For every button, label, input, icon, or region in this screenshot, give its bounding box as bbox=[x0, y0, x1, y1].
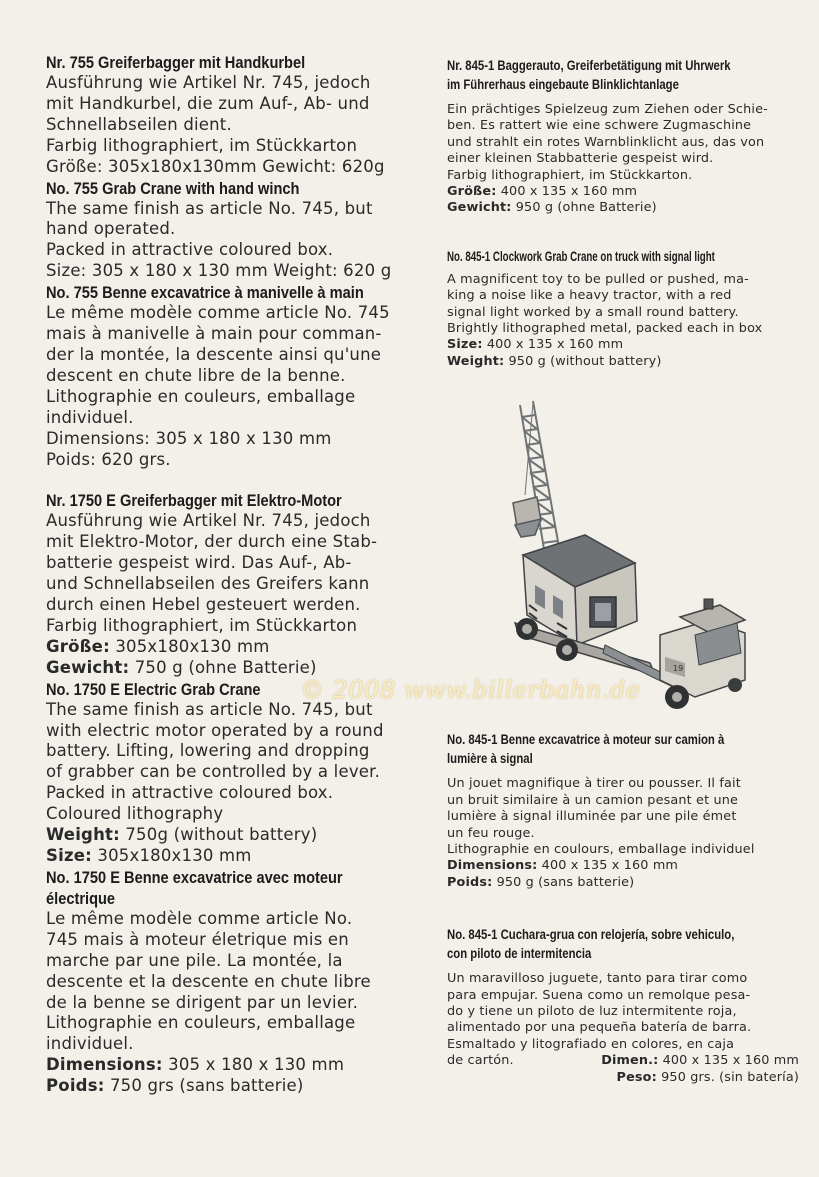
spec-line bbox=[447, 200, 799, 216]
text-line: Size: 305 x 180 x 130 mm Weight: 620 g bbox=[46, 261, 392, 281]
text-line: The same finish as article No. 745, but bbox=[46, 198, 373, 218]
spec-right bbox=[601, 1053, 799, 1069]
text-line: Ausführung wie Artikel Nr. 745, jedoch bbox=[46, 511, 371, 531]
spec-value: 305x180x130 mm bbox=[109, 636, 270, 656]
text-line: und strahlt ein rotes Warnblinklicht aus, das von bbox=[447, 134, 765, 150]
text-line: The same finish as article No. 745, but bbox=[46, 699, 373, 719]
text-line: lumière à signal illuminée par une pile émet bbox=[447, 809, 737, 825]
text-line: Ein prächtiges Spielzeug zum Ziehen oder Schie- bbox=[447, 102, 768, 117]
heading-845-fr-2: lumière à signal bbox=[447, 751, 533, 767]
spec-label: Größe: bbox=[46, 636, 110, 656]
text-line: signal light worked by a small round battery. bbox=[447, 304, 739, 320]
spec-line bbox=[46, 637, 400, 658]
text-line: batterie gespeist wird. Das Auf-, Ab- bbox=[46, 553, 352, 573]
text-line: Farbig lithographiert, im Stückkarton bbox=[46, 135, 358, 155]
text-line: battery. Lifting, lowering and dropping bbox=[46, 741, 370, 761]
text-line: der la montée, la descente ainsi qu'une bbox=[46, 344, 382, 364]
watermark: © 2008 www.billerbahn.de bbox=[300, 676, 641, 704]
spec-label: Dimensions: bbox=[447, 858, 538, 874]
heading-1750-de: Nr. 1750 E Greiferbagger mit Elektro-Motor bbox=[46, 491, 342, 511]
text-line: Le même modèle comme article No. bbox=[46, 908, 353, 928]
text-line: un bruit similaire à un camion pesant et une bbox=[447, 792, 738, 808]
text-line: ben. Es rattert wie eine schwere Zugmaschine bbox=[447, 118, 752, 134]
text-line: mit Elektro-Motor, der durch eine Stab- bbox=[46, 532, 378, 552]
spec-value: 950 g (ohne Batterie) bbox=[511, 200, 657, 216]
text-line: Größe: 305x180x130mm Gewicht: 620g bbox=[46, 156, 385, 176]
text-line: 745 mais à moteur életrique mis en bbox=[46, 929, 349, 949]
heading-text: No. 1750 E Benne excavatrice avec moteur électrique bbox=[46, 867, 343, 908]
crane-truck-illustration bbox=[505, 395, 775, 720]
text-line: mais à manivelle à main pour comman- bbox=[46, 324, 382, 344]
text-line: Farbig lithographiert, im Stückkarton bbox=[46, 615, 358, 635]
text-line: Lithographie en coulours, emballage individuel bbox=[447, 841, 755, 857]
spec-value: 400 x 135 x 160 mm bbox=[537, 858, 679, 874]
spec-value: 750 g (ohne Batterie) bbox=[129, 657, 317, 677]
text-line: individuel. bbox=[46, 1034, 134, 1054]
text-line: Brightly lithographed metal, packed each in box bbox=[447, 321, 763, 337]
spec-label: Gewicht: bbox=[447, 200, 512, 216]
spec-label: Gewicht: bbox=[46, 657, 130, 677]
spec-line bbox=[46, 846, 400, 867]
spacer bbox=[447, 891, 799, 925]
text-line: Dimensions: 305 x 180 x 130 mm bbox=[46, 428, 332, 448]
heading-1750-fr bbox=[46, 867, 400, 909]
spacer bbox=[447, 768, 799, 776]
text-line: de la benne se dirigent par un levier. bbox=[46, 992, 359, 1012]
spec-label: Size: bbox=[46, 846, 92, 865]
heading-1750-en: No. 1750 E Electric Grab Crane bbox=[46, 679, 261, 699]
heading-845-es-1: No. 845-1 Cuchara-grua con relojería, sobre vehiculo, bbox=[447, 927, 735, 943]
spec-line bbox=[447, 184, 799, 200]
spec-line bbox=[46, 1055, 400, 1076]
spec-value: 400 x 135 x 160 mm bbox=[482, 337, 624, 353]
spec-label: Weight: bbox=[46, 825, 120, 845]
section-845-es bbox=[447, 925, 799, 1086]
section-845-de bbox=[447, 56, 799, 217]
text-line: A magnificent toy to be pulled or pushed, ma- bbox=[447, 271, 749, 287]
heading-845-es-2: con piloto de intermitencia bbox=[447, 946, 592, 962]
text-line: with electric motor operated by a round bbox=[46, 720, 384, 740]
spec-line bbox=[447, 354, 799, 370]
spec-value: 400 x 135 x 160 mm bbox=[658, 1053, 799, 1069]
spec-value: 950 grs. (sin batería) bbox=[656, 1069, 799, 1085]
text-line: of grabber can be controlled by a lever. bbox=[46, 762, 381, 782]
text-line: Farbig lithographiert, im Stückkarton. bbox=[447, 167, 693, 183]
section-845-en bbox=[447, 247, 799, 370]
text-line: alimentado por una pequeña batería de barra. bbox=[447, 1020, 752, 1036]
text-line: Lithographie en couleurs, emballage bbox=[46, 1013, 356, 1033]
spacer bbox=[447, 963, 799, 971]
spec-line bbox=[46, 825, 400, 846]
text-line: hand operated. bbox=[46, 219, 176, 239]
text-line: Schnellabseilen dient. bbox=[46, 114, 232, 134]
text-line: Packed in attractive coloured box. bbox=[46, 240, 334, 260]
text-fragment: de cartón. bbox=[447, 1053, 514, 1069]
left-column bbox=[46, 52, 400, 1097]
spec-value: 750g (without battery) bbox=[119, 825, 318, 845]
heading-845-de-1: Nr. 845-1 Baggerauto, Greiferbetätigung mit Uhrwerk bbox=[447, 58, 731, 73]
text-line: Un jouet magnifique à tirer ou pousser. Il fait bbox=[447, 776, 741, 792]
text-line: individuel. bbox=[46, 407, 134, 427]
text-line: Le même modèle comme article No. 745 bbox=[46, 303, 390, 323]
text-line: Lithographie en couleurs, emballage bbox=[46, 386, 356, 406]
heading-755-en: No. 755 Grab Crane with hand winch bbox=[46, 178, 300, 198]
spec-value: 400 x 135 x 160 mm bbox=[496, 184, 638, 200]
text-line: para empujar. Suena como un remolque pesa- bbox=[447, 987, 751, 1003]
spec-value: 950 g (without battery) bbox=[504, 353, 662, 369]
crane-cab bbox=[523, 535, 637, 645]
spec-value: 305x180x130 mm bbox=[91, 846, 252, 865]
text-line: marche par une pile. La montée, la bbox=[46, 950, 343, 970]
text-line: un feu rouge. bbox=[447, 825, 535, 841]
spec-value: 305 x 180 x 130 mm bbox=[162, 1055, 345, 1075]
spec-line bbox=[447, 875, 799, 891]
spec-label: Poids: bbox=[46, 1076, 105, 1096]
spacer bbox=[447, 217, 799, 247]
spec-line bbox=[46, 1076, 400, 1097]
section-gap bbox=[46, 470, 400, 490]
grab-bucket bbox=[513, 497, 541, 537]
section-845-fr bbox=[447, 730, 799, 891]
heading-755-de: Nr. 755 Greiferbagger mit Handkurbel bbox=[46, 53, 306, 72]
spec-label: Größe: bbox=[447, 184, 497, 200]
spec-label: Dimen.: bbox=[601, 1053, 659, 1069]
text-line: Packed in attractive coloured box. bbox=[46, 783, 334, 803]
text-line: do y tiene un piloto de luz intermitente roja, bbox=[447, 1003, 737, 1019]
text-line: descente et la descente en chute libre bbox=[46, 971, 371, 991]
text-line: Poids: 620 grs. bbox=[46, 449, 171, 469]
text-line: king a noise like a heavy tractor, with a red bbox=[447, 288, 732, 304]
spec-value: 950 g (sans batterie) bbox=[492, 874, 635, 890]
text-line: Coloured lithography bbox=[46, 804, 224, 824]
spec-line bbox=[447, 1070, 799, 1086]
text-line: Un maravilloso juguete, tanto para tirar como bbox=[447, 971, 748, 987]
spec-value: 750 grs (sans batterie) bbox=[104, 1076, 304, 1096]
spec-line bbox=[447, 858, 799, 874]
spec-label: Dimensions: bbox=[46, 1055, 163, 1075]
heading-755-fr: No. 755 Benne excavatrice à manivelle à main bbox=[46, 283, 364, 303]
text-line: Ausführung wie Artikel Nr. 745, jedoch bbox=[46, 73, 371, 92]
text-line: durch einen Hebel gesteuert werden. bbox=[46, 595, 361, 615]
text-line: einer kleinen Stabbatterie gespeist wird. bbox=[447, 151, 714, 167]
text-line: und Schnellabseilen des Greifers kann bbox=[46, 574, 370, 594]
text-line: Esmaltado y litografiado en colores, en caja bbox=[447, 1036, 735, 1052]
text-line: mit Handkurbel, die zum Auf-, Ab- und bbox=[46, 93, 370, 113]
heading-845-de-2: im Führerhaus eingebaute Blinklichtanlage bbox=[447, 77, 679, 92]
spec-label: Poids: bbox=[447, 874, 493, 890]
spacer bbox=[447, 94, 799, 102]
heading-845-fr-1: No. 845-1 Benne excavatrice à moteur sur camion à bbox=[447, 732, 725, 748]
spec-label: Peso: bbox=[616, 1069, 657, 1085]
spec-line bbox=[447, 337, 799, 353]
spec-label: Weight: bbox=[447, 353, 505, 369]
svg-text:19: 19 bbox=[673, 664, 684, 673]
spec-line bbox=[447, 1053, 799, 1069]
heading-845-en: No. 845-1 Clockwork Grab Crane on truck with signal light bbox=[447, 248, 715, 264]
text-line: descent en chute libre de la benne. bbox=[46, 365, 346, 385]
spec-label: Size: bbox=[447, 337, 483, 353]
